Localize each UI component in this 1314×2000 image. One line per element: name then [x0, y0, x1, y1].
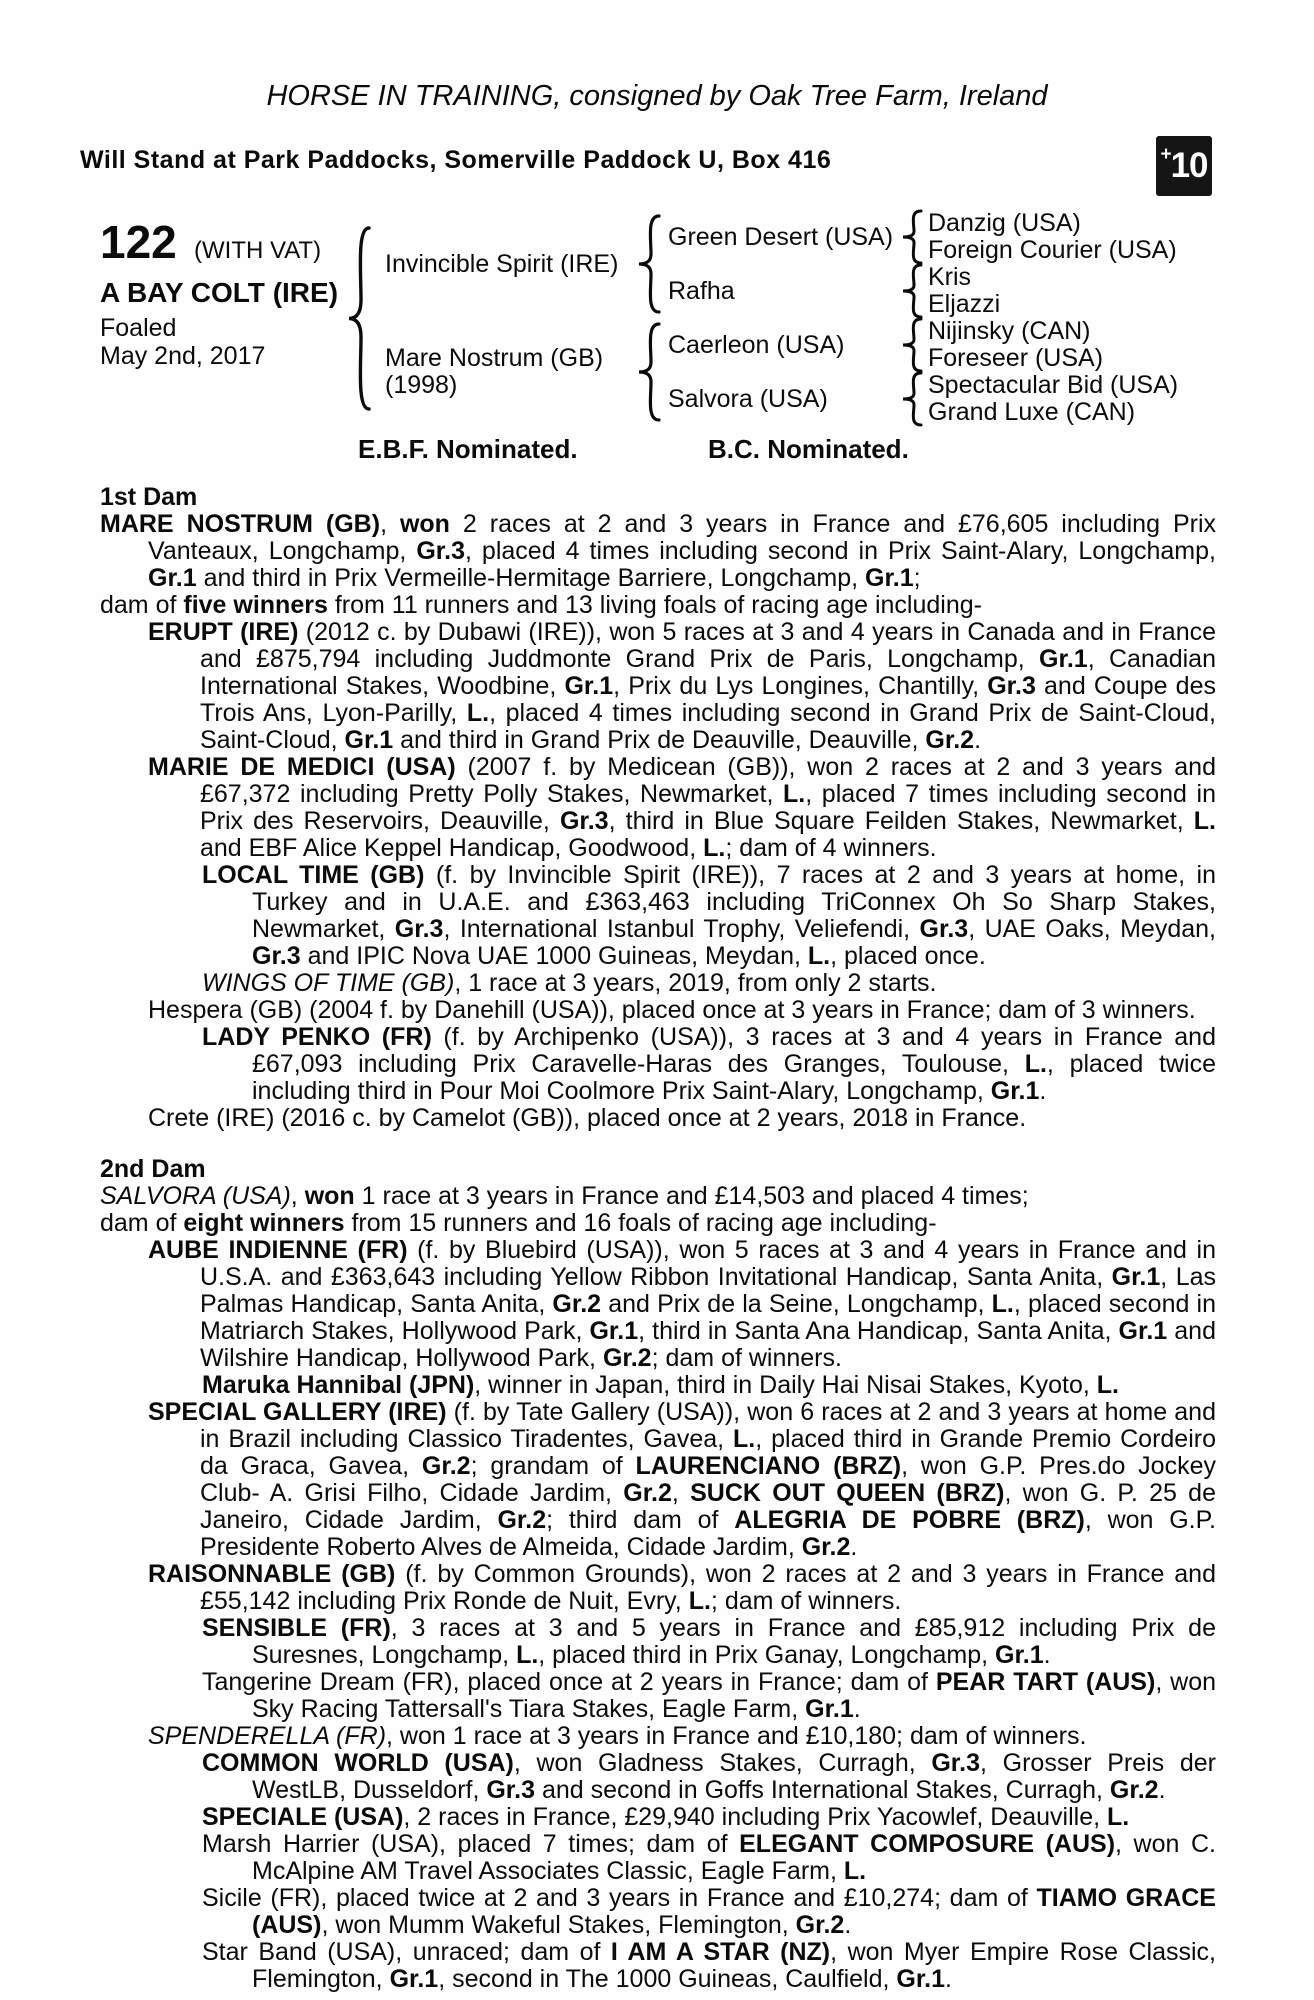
text-run: , placed 4 times including second in Grand Prix de Saint-Cloud, Saint-Cloud, — [200, 699, 1216, 754]
ancestor-name: Grand Luxe (CAN) — [928, 398, 1136, 426]
text-run: from 11 runners and 13 living foals of racing age including- — [327, 591, 982, 619]
text-run: WINGS OF TIME (GB) — [202, 969, 455, 997]
text-run: Gr.1 — [990, 1077, 1040, 1105]
text-run: L. — [703, 834, 726, 862]
text-run: , placed 4 times including second in Prix Saint-Alary, Longchamp, — [464, 537, 1216, 565]
text-run: Gr.2 — [602, 1344, 652, 1372]
text-run: , placed twice including third in Pour Moi Coolmore Prix Saint-Alary, Longchamp, — [252, 1050, 1216, 1105]
text-run: L. — [1193, 807, 1216, 835]
text-run: , placed third in Grande Premio Cordeiro da Graca, Gavea, — [200, 1425, 1216, 1480]
text-run: and third in Prix Vermeille-Hermitage Barriere, Longchamp, — [196, 564, 866, 592]
dam-sire-name: Caerleon (USA) — [668, 331, 845, 359]
text-run: Gr.1 — [344, 726, 394, 754]
text-run: Gr.3 — [919, 915, 969, 943]
text-run: , Grosser Preis der WestLB, Dusseldorf, — [252, 1749, 1217, 1804]
text-run: Gr.1 — [995, 1641, 1044, 1669]
text-run: Gr.3 — [416, 537, 465, 565]
text-run: L. — [991, 1290, 1014, 1318]
text-run: Gr.1 — [865, 564, 914, 592]
pedigree-paragraph — [202, 970, 1216, 997]
text-run: LOCAL TIME (GB) — [202, 861, 425, 889]
text-run: , 1 race at 3 years, 2019, from only 2 starts. — [454, 969, 937, 997]
text-run: ; third dam of — [546, 1506, 735, 1534]
ancestor-name: Nijinsky (CAN) — [928, 317, 1091, 345]
lot-description: A BAY COLT (IRE) — [100, 277, 339, 308]
text-run: , won Gladness Stakes, Curragh, — [513, 1749, 932, 1777]
text-run: (2012 c. by Dubawi (IRE)), won 5 races at 3 and 4 years in Canada and in France and £875,794 including Juddmonte Grand Prix de Paris, Longchamp, — [200, 618, 1217, 673]
pedigree-paragraph — [148, 1561, 1216, 1615]
text-run: I AM A STAR (NZ) — [610, 1938, 831, 1966]
text-run: , won G. P. 25 de Janeiro, Cidade Jardim, — [200, 1479, 1216, 1534]
pedigree-brace-icon — [636, 322, 662, 422]
pedigree-paragraph — [202, 1024, 1216, 1105]
text-run: , — [380, 510, 400, 538]
text-run: , second in The 1000 Guineas, Caulfield, — [438, 1965, 897, 1993]
text-run: Tangerine Dream (FR), placed once at 2 years in France; dam of — [202, 1668, 936, 1696]
text-run: , Prix du Lys Longines, Chantilly, — [613, 672, 988, 700]
text-run: ELEGANT COMPOSURE (AUS) — [739, 1830, 1116, 1858]
text-run: and IPIC Nova UAE 1000 Guineas, Meydan, — [300, 942, 808, 970]
text-run: , won C. McAlpine AM Travel Associates Classic, Eagle Farm, — [252, 1830, 1216, 1885]
text-run: five winners — [183, 591, 328, 619]
text-run: Crete (IRE) (2016 c. by Camelot (GB)), placed once at 2 years, 2018 in France. — [148, 1104, 1027, 1132]
text-run: SALVORA (USA) — [100, 1182, 291, 1210]
text-run: Gr.1 — [1118, 1317, 1168, 1345]
text-run: , won G.P. Pres.do Jockey Club- A. Grisi Filho, Cidade Jardim, — [200, 1452, 1216, 1507]
text-run: ; dam of 4 winners. — [725, 834, 937, 862]
text-run: Sicile (FR), placed twice at 2 and 3 years in France and £10,274; dam of — [202, 1884, 1037, 1912]
text-run: Gr.1 — [389, 1965, 439, 1993]
bc-nomination: B.C. Nominated. — [708, 434, 909, 464]
text-run: (f. by Bluebird (USA)), won 5 races at 3 and 4 years in France and in U.S.A. and £363,643 including Yellow Ribbon Invitational Handicap, Santa Anita, — [200, 1236, 1217, 1291]
text-run: Gr.2 — [925, 726, 975, 754]
dam-dam-name: Salvora (USA) — [668, 385, 828, 413]
text-run: Gr.1 — [564, 672, 614, 700]
text-run: , third in Blue Square Feilden Stakes, Newmarket, — [608, 807, 1194, 835]
text-run: , winner in Japan, third in Daily Hai Nisai Stakes, Kyoto, — [474, 1371, 1097, 1399]
sire-sire-name: Green Desert (USA) — [668, 223, 894, 251]
pedigree-paragraph — [202, 1804, 1216, 1831]
text-run: 2 races at 2 and 3 years in France and £76,605 including Prix Vanteaux, Longchamp, — [148, 510, 1216, 565]
text-run: , 3 races at 3 and 5 years in France and £85,912 including Prix de Suresnes, Longchamp, — [252, 1614, 1216, 1669]
dam-section — [100, 484, 1216, 1132]
pedigree-brace-icon — [636, 214, 662, 314]
pedigree-paragraph — [148, 1105, 1216, 1132]
text-run: Gr.3 — [252, 942, 301, 970]
text-run: L. — [1024, 1050, 1047, 1078]
text-run: , UAE Oaks, Meydan, — [968, 915, 1216, 943]
text-run: (f. by Invincible Spirit (IRE)), 7 races at 2 and 3 years at home, in Turkey and in U.A.E. and £363,463 including TriConnex Oh So Sharp Stakes, Newmarket, — [252, 861, 1217, 943]
text-run: Marsh Harrier (USA), placed 7 times; dam of — [202, 1830, 740, 1858]
text-run: (2007 f. by Medicean (GB)), won 2 races at 2 and 3 years and £67,372 including Pretty Polly Stakes, Newmarket, — [200, 753, 1216, 808]
text-run: L. — [1107, 1803, 1130, 1831]
text-run: Maruka Hannibal (JPN) — [202, 1371, 475, 1399]
pedigree-brace-icon — [900, 317, 924, 373]
text-run: dam of — [100, 1209, 184, 1237]
text-run: , placed once. — [830, 942, 986, 970]
text-run: , International Istanbul Trophy, Veliefendi, — [443, 915, 920, 943]
text-run: ALEGRIA DE POBRE (BRZ) — [734, 1506, 1085, 1534]
text-run: Star Band (USA), unraced; dam of — [202, 1938, 611, 1966]
text-run: SUCK OUT QUEEN (BRZ) — [690, 1479, 1005, 1507]
ancestor-name: Eljazzi — [928, 290, 1001, 318]
page-title: HORSE IN TRAINING, consigned by Oak Tree Farm, Ireland — [266, 80, 1048, 112]
text-run: and Wilshire Handicap, Hollywood Park, — [200, 1317, 1216, 1372]
text-run: RAISONNABLE (GB) — [148, 1560, 396, 1588]
text-run: dam of — [100, 591, 184, 619]
text-run: 1 race at 3 years in France and £14,503 and placed 4 times; — [354, 1182, 1029, 1210]
plus10-plus-glyph: + — [1160, 144, 1172, 165]
text-run: COMMON WORLD (USA) — [202, 1749, 514, 1777]
dam-heading: 1st Dam — [100, 483, 198, 511]
text-run: Gr.3 — [987, 672, 1036, 700]
text-run: Gr.2 — [795, 1911, 845, 1939]
ancestor-name: Danzig (USA) — [928, 209, 1081, 237]
pedigree-paragraph — [100, 511, 1216, 592]
text-run: . — [1039, 1077, 1047, 1105]
pedigree-paragraph — [202, 1939, 1216, 1993]
lot-number: 122 — [100, 216, 177, 268]
text-run: Gr.3 — [394, 915, 444, 943]
pedigree-paragraph — [202, 1750, 1216, 1804]
pedigree-paragraph — [100, 1210, 1216, 1237]
text-run: SPECIAL GALLERY (IRE) — [148, 1398, 447, 1426]
text-run: . — [974, 726, 982, 754]
text-run: and Coupe des Trois Ans, Lyon-Parilly, — [200, 672, 1216, 727]
stand-location-line: Will Stand at Park Paddocks, Somerville Paddock U, Box 416 — [80, 146, 832, 174]
pedigree-paragraph — [202, 1372, 1216, 1399]
text-run: won — [304, 1182, 355, 1210]
text-run: L. — [807, 942, 831, 970]
text-run: , placed 7 times including second in Prix des Reservoirs, Deauville, — [200, 780, 1216, 835]
text-run: Gr.1 — [1111, 1263, 1161, 1291]
pedigree-paragraph — [202, 1885, 1216, 1939]
text-run: ; — [913, 564, 921, 592]
text-run: PEAR TART (AUS) — [935, 1668, 1156, 1696]
pedigree-paragraph — [100, 1183, 1216, 1210]
text-run: Gr.2 — [552, 1290, 602, 1318]
text-run: Gr.3 — [486, 1776, 536, 1804]
text-run: , placed third in Prix Ganay, Longchamp, — [538, 1641, 996, 1669]
text-run: L. — [466, 699, 490, 727]
text-run: , Canadian International Stakes, Woodbine, — [200, 645, 1216, 700]
text-run: won — [399, 510, 450, 538]
text-run: Gr.2 — [497, 1506, 547, 1534]
pedigree-paragraph — [202, 1615, 1216, 1669]
pedigree-paragraph — [148, 1723, 1216, 1750]
ebf-nomination: E.B.F. Nominated. — [358, 434, 578, 464]
text-run: L. — [1096, 1371, 1119, 1399]
text-run: ERUPT (IRE) — [148, 618, 299, 646]
text-run: . — [1043, 1641, 1051, 1669]
text-run: ; dam of winners. — [651, 1344, 842, 1372]
sire-dam-name: Rafha — [668, 277, 735, 305]
text-run: Gr.2 — [421, 1452, 471, 1480]
pedigree-brace-icon — [900, 263, 924, 319]
text-run: , 2 races in France, £29,940 including Prix Yacowlef, Deauville, — [403, 1803, 1108, 1831]
pedigree-paragraph — [202, 862, 1216, 970]
text-run: MARIE DE MEDICI (USA) — [148, 753, 456, 781]
text-run: LADY PENKO (FR) — [202, 1023, 432, 1051]
text-run: . — [945, 1965, 952, 1993]
pedigree-paragraph — [100, 592, 1216, 619]
pedigree-paragraph — [148, 1237, 1216, 1372]
text-run: SPECIALE (USA) — [202, 1803, 404, 1831]
text-run: . — [844, 1911, 852, 1939]
text-run: ; grandam of — [470, 1452, 636, 1480]
text-run: L. — [733, 1425, 756, 1453]
text-run: , placed second in Matriarch Stakes, Hollywood Park, — [200, 1290, 1216, 1345]
text-run: , won Mumm Wakeful Stakes, Flemington, — [321, 1911, 796, 1939]
text-run: L. — [843, 1857, 867, 1885]
text-run: Gr.3 — [931, 1749, 981, 1777]
text-run: AUBE INDIENNE (FR) — [148, 1236, 408, 1264]
text-run: MARE NOSTRUM (GB) — [100, 510, 381, 538]
pedigree-block — [0, 185, 1314, 480]
text-run: . — [850, 1533, 858, 1561]
text-run: LAURENCIANO (BRZ) — [635, 1452, 902, 1480]
pedigree-paragraph — [148, 619, 1216, 754]
text-run: eight winners — [183, 1209, 345, 1237]
text-run: , — [290, 1182, 305, 1210]
text-run: , — [671, 1479, 691, 1507]
text-run: ; dam of winners. — [710, 1587, 902, 1615]
text-run: Gr.3 — [559, 807, 609, 835]
text-run: L. — [688, 1587, 711, 1615]
pedigree-brace-icon — [900, 371, 924, 427]
dam-section — [100, 1156, 1216, 1993]
ancestor-name: Foreseer (USA) — [928, 344, 1104, 372]
text-run: (f. by Tate Gallery (USA)), won 6 races at 2 and 3 years at home and in Brazil including Classico Tiradentes, Gavea, — [200, 1398, 1216, 1453]
text-run: Gr.1 — [1039, 645, 1088, 673]
pedigree-paragraph — [148, 997, 1216, 1024]
text-run: L. — [783, 780, 806, 808]
text-run: Gr.1 — [589, 1317, 639, 1345]
text-run: Gr.1 — [805, 1695, 854, 1723]
text-run: Gr.2 — [801, 1533, 851, 1561]
text-run: Hespera (GB) (2004 f. by Danehill (USA)), placed once at 3 years in France; dam of 3 winners. — [148, 996, 1196, 1024]
sire-name: Invincible Spirit (IRE) — [385, 250, 619, 278]
foaled-label: Foaled — [100, 314, 177, 342]
text-run: Gr.2 — [623, 1479, 672, 1507]
text-run: from 15 runners and 16 foals of racing age including- — [344, 1209, 937, 1237]
text-run: and second in Goffs International Stakes, Curragh, — [535, 1776, 1110, 1804]
text-run: TIAMO GRACE (AUS) — [252, 1884, 1216, 1939]
text-run: and EBF Alice Keppel Handicap, Goodwood, — [200, 834, 704, 862]
text-run: , third in Santa Ana Handicap, Santa Anita, — [638, 1317, 1119, 1345]
pedigree-text — [100, 484, 1216, 1993]
text-run: L. — [516, 1641, 539, 1669]
text-run: (f. by Archipenko (USA)), 3 races at 3 and 4 years in France and £67,093 including Prix Caravelle-Haras des Granges, Toulouse, — [252, 1023, 1216, 1078]
lot-vat-note: (WITH VAT) — [194, 237, 322, 264]
ancestor-name: Kris — [928, 263, 972, 291]
text-run: (f. by Common Grounds), won 2 races at 2 and 3 years in France and £55,142 including Prix Ronde de Nuit, Evry, — [200, 1560, 1216, 1615]
pedigree-paragraph — [148, 1399, 1216, 1561]
ancestor-name: Spectacular Bid (USA) — [928, 371, 1179, 399]
pedigree-paragraph — [202, 1669, 1216, 1723]
pedigree-brace-icon — [346, 226, 372, 411]
text-run: Gr.2 — [1109, 1776, 1159, 1804]
pedigree-paragraph — [202, 1831, 1216, 1885]
text-run: SENSIBLE (FR) — [202, 1614, 391, 1642]
text-run: Gr.1 — [148, 564, 197, 592]
dam-name: Mare Nostrum (GB) — [385, 344, 604, 372]
dam-heading: 2nd Dam — [100, 1155, 206, 1183]
pedigree-paragraph — [148, 754, 1216, 862]
plus10-number: 10 — [1170, 146, 1208, 185]
foaled-date: May 2nd, 2017 — [100, 342, 266, 370]
text-run: SPENDERELLA (FR) — [148, 1722, 387, 1750]
text-run: . — [853, 1695, 861, 1723]
text-run: , won 1 race at 3 years in France and £10,180; dam of winners. — [386, 1722, 1087, 1750]
text-run: . — [1158, 1776, 1166, 1804]
text-run: and Prix de la Seine, Longchamp, — [601, 1290, 992, 1318]
text-run: , Las Palmas Handicap, Santa Anita, — [200, 1263, 1216, 1318]
text-run: , won Myer Empire Rose Classic, Flemington, — [252, 1938, 1216, 1993]
text-run: Gr.1 — [896, 1965, 946, 1993]
text-run: , won G.P. Presidente Roberto Alves de Almeida, Cidade Jardim, — [200, 1506, 1216, 1561]
pedigree-brace-icon — [900, 209, 924, 265]
text-run: , won Sky Racing Tattersall's Tiara Stakes, Eagle Farm, — [252, 1668, 1217, 1723]
text-run: and third in Grand Prix de Deauville, Deauville, — [393, 726, 926, 754]
dam-year: (1998) — [385, 371, 458, 399]
ancestor-name: Foreign Courier (USA) — [928, 236, 1177, 264]
